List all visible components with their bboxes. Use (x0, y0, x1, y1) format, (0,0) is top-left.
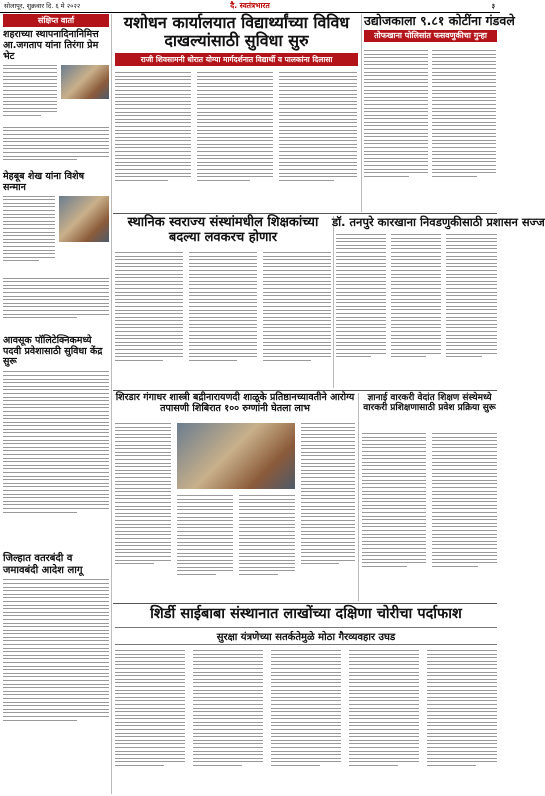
short-news-title-1: शहराच्या स्थापनादिनानिमित्त आ.जगताप यांना तिरंगा प्रेम भेट (3, 29, 99, 62)
health-camp-photo (177, 423, 295, 489)
shirdi-story (115, 606, 497, 794)
vedant-school-headline: ज्ञानाई वारकरी वेदांत शिक्षण संस्थेमध्ये वारकरी प्रशिक्षणासाठी प्रवेश प्रक्रिया सुरू (363, 393, 496, 414)
short-news-title-4: जिल्हात वतरबंदी व जमावबंदी आदेश लागू (3, 553, 83, 576)
news-photo-2 (59, 196, 109, 242)
main-subhead: राजी शिवसामनी धोरात योग्या मार्गदर्शनात विद्यार्थी व पालकांना दिलासा (115, 53, 358, 66)
vedant-school-text-1 (362, 433, 426, 599)
short-news-title-2: मेहबूब शेख यांना विशेष सन्मान (3, 170, 85, 193)
news-text-4 (3, 579, 109, 757)
local-body-text-1 (115, 252, 183, 386)
shirdi-subhead: सुरक्षा यंत्रणेच्या सतर्कतेमुळे मोठा गैरव्यवहार उघड (115, 627, 497, 645)
local-body-text-3 (263, 252, 331, 386)
right-top-story (364, 13, 515, 212)
short-news-title-3: आवसूक पॉलिटेक्निकमध्ये पदवी प्रवेशासाठी सुविधा केंद्र सुरू (3, 334, 103, 368)
news-text-2 (3, 196, 55, 278)
shirdi-text-3 (271, 650, 341, 792)
health-camp-text-4 (301, 423, 355, 599)
local-body-headline: स्थानिक स्वराज्य संस्थांमधील शिक्षकांच्या बदल्या लवकरच होणार (127, 215, 319, 245)
vedant-school-story (362, 393, 497, 601)
factory-election-story (332, 215, 545, 388)
page-header (0, 0, 500, 13)
news-text-3 (3, 371, 109, 547)
news-photo-1 (61, 65, 109, 99)
health-camp-text-2 (177, 495, 233, 599)
health-camp-text-3 (239, 495, 295, 599)
short-news-label: संक्षिप्त वार्ता (3, 14, 109, 27)
factory-election-headline: डॉ. तनपुरे कारखाना निवडणुकीसाठी प्रशासन सज्ज (332, 215, 545, 229)
shirdi-text-4 (349, 650, 419, 792)
health-camp-text-1 (115, 423, 171, 599)
right-top-text-1 (364, 50, 428, 210)
health-camp-headline: शिरडार गंगाधर शास्त्री बद्रीनारायणदी शाळूके प्रतिष्ठानच्यावतीने आरोग्य तपासणी शिबिरात १०० रुग्णांनी घेतला लाभ (115, 392, 355, 414)
right-top-headline: उद्योजकाला ९.८१ कोटींना गंडवले (364, 13, 515, 28)
factory-election-text-1 (336, 234, 386, 386)
header-date: सोलापूर, शुक्रवार दि. ६ मे २०२२ (4, 2, 81, 10)
main-story (115, 14, 358, 210)
shirdi-headline: शिर्डी साईबाबा संस्थानात लाखोंच्या दक्षिणा चोरीचा पर्दाफाश (150, 606, 462, 622)
factory-election-text-2 (391, 234, 441, 386)
shirdi-text-5 (427, 650, 497, 792)
right-top-text-2 (432, 50, 496, 210)
local-body-text-2 (189, 252, 257, 386)
news-text-1 (3, 65, 57, 127)
shirdi-text-1 (115, 650, 185, 792)
main-text-col-2 (197, 72, 273, 208)
main-text-col-3 (279, 72, 357, 208)
header-page-number: ३ (491, 2, 495, 10)
header-masthead: दै. स्वतंत्रभारत (230, 1, 270, 10)
local-body-story (115, 216, 331, 388)
shirdi-text-2 (193, 650, 263, 792)
main-text-col-1 (115, 72, 191, 208)
right-top-subhead: तोफखाना पोलिसांत फसवणुकीचा गुन्हा (364, 30, 497, 42)
left-column (3, 14, 109, 794)
vedant-school-text-2 (432, 433, 497, 599)
main-headline: यशोधन कार्यालयात विद्यार्थ्यांच्या विविध दाखल्यांसाठी सुविधा सुरु (123, 13, 350, 51)
health-camp-story (115, 393, 355, 601)
factory-election-text-3 (446, 234, 497, 386)
